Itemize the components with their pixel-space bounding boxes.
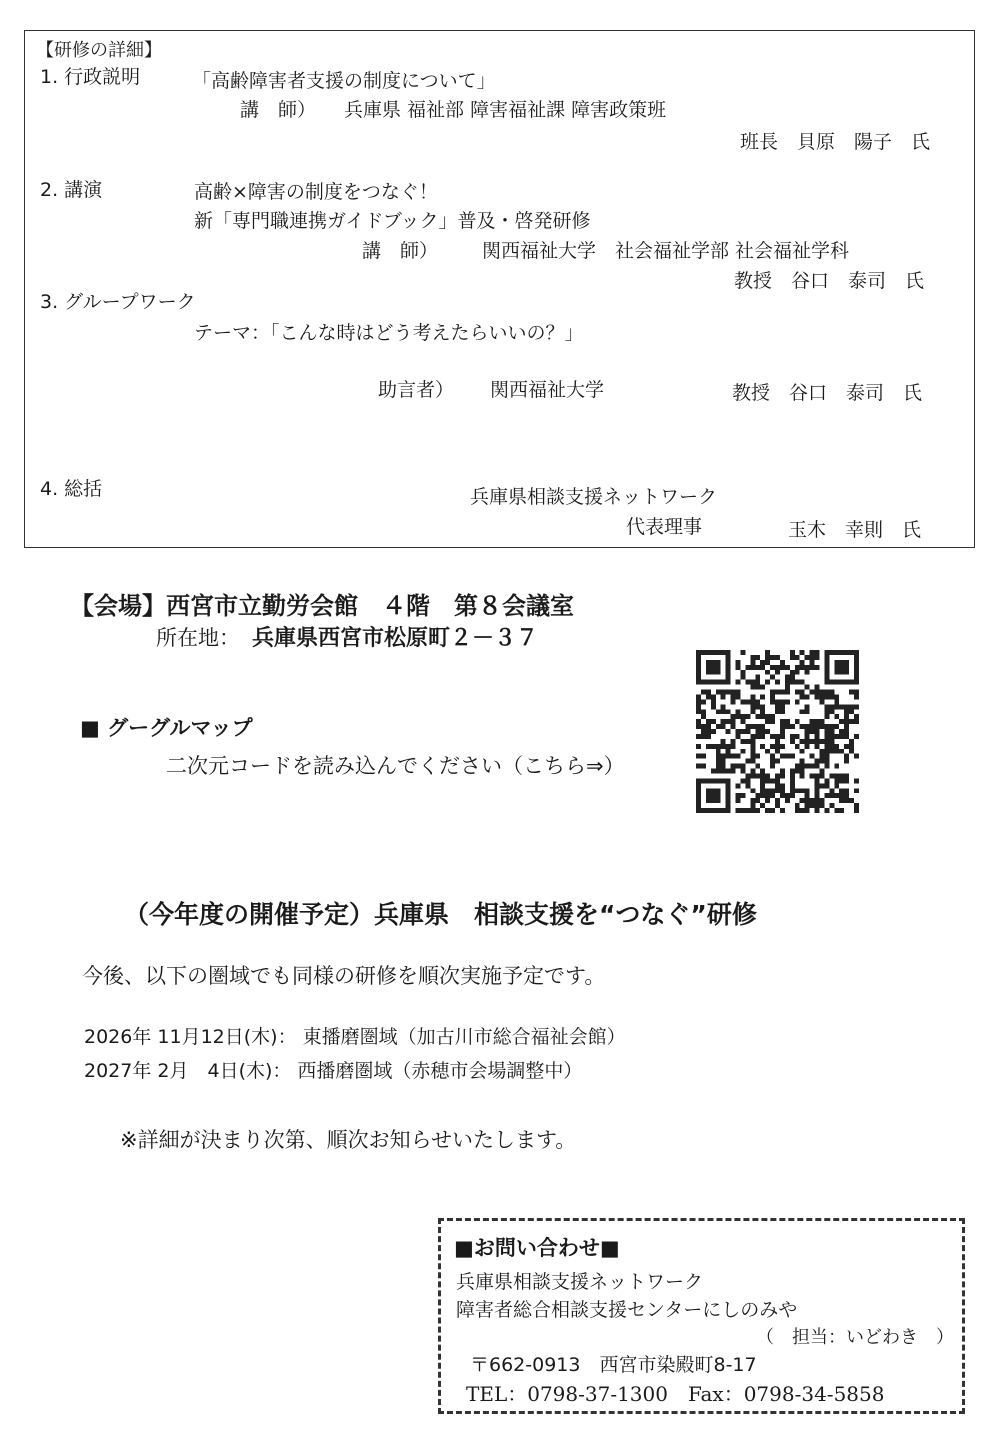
item4-name: 玉木 幸則 氏 (788, 519, 922, 541)
schedule-entry-2 (84, 1056, 582, 1083)
schedule-entry-date: 2027年 2月 4日(木)： (84, 1060, 292, 1082)
contact-person: （ 担当：いどわき ） (756, 1327, 954, 1348)
item3-advisor-org: 関西福祉大学 (490, 379, 605, 401)
item2-title-line2: 新「専門職連携ガイドブック」普及・啓発研修 (194, 210, 591, 232)
map-instruction: 二次元コードを読み込んでください（こちら⇒） (166, 754, 625, 778)
item2-lecturer-role: 講 師） (362, 240, 439, 262)
contact-phone: TEL：0798-37-1300 Fax：0798-34-5858 (466, 1382, 885, 1406)
schedule-entry-date: 2026年 11月12日(木)： (84, 1026, 297, 1048)
contact-org2: 障害者総合相談支援センターにしのみや (456, 1299, 798, 1321)
item1-lecturer-name: 班長 貝原 陽子 氏 (740, 131, 931, 153)
map-label: ■ グーグルマップ (80, 716, 253, 740)
item3-theme: テーマ：「こんな時はどう考えたらいいの？」 (194, 322, 584, 344)
item1-lecturer-org: 兵庫県 福祉部 障害福祉課 障害政策班 (344, 99, 667, 121)
item3-advisor-name: 教授 谷口 泰司 氏 (732, 382, 923, 404)
venue-label: 【会場】 (70, 592, 166, 620)
schedule-entry-place: 東播磨圏域（加古川市総合福祉会館） (302, 1026, 626, 1048)
contact-org1: 兵庫県相談支援ネットワーク (456, 1271, 704, 1293)
venue-address-line (156, 621, 538, 652)
item1-lecturer-role: 講 師） (240, 99, 317, 121)
item2-title-line1: 高齢×障害の制度をつなぐ！ (194, 181, 438, 203)
schedule-note: ※詳細が決まり次第、順次お知らせいたします。 (120, 1128, 577, 1152)
venue-name: 西宮市立勤労会館 ４階 第８会議室 (166, 592, 574, 620)
schedule-intro: 今後、以下の圏域でも同様の研修を順次実施予定です。 (82, 964, 606, 988)
item4-org: 兵庫県相談支援ネットワーク (470, 486, 718, 508)
item1-title: 「高齢障害者支援の制度について」 (192, 70, 496, 92)
item4-label: 4. 総括 (40, 478, 103, 500)
qr-code-icon[interactable] (694, 650, 861, 813)
item1-label: 1. 行政説明 (40, 66, 141, 88)
item2-lecturer-org: 関西福祉大学 社会福祉学部 社会福祉学科 (482, 240, 850, 262)
qr-code-graphic (694, 650, 861, 813)
item2-label: 2. 講演 (40, 179, 103, 201)
schedule-entry-place: 西播磨圏域（赤穂市会場調整中） (297, 1060, 583, 1082)
venue-line (70, 586, 574, 621)
item2-lecturer-name: 教授 谷口 泰司 氏 (734, 270, 925, 292)
contact-postal: 〒662-0913 西宮市染殿町8-17 (470, 1354, 757, 1376)
address-value: 兵庫県西宮市松原町２－３７ (252, 626, 539, 651)
item4-role: 代表理事 (626, 516, 703, 538)
contact-title: ■お問い合わせ■ (454, 1236, 620, 1260)
item3-label: 3. グループワーク (40, 291, 196, 313)
address-label: 所在地： (156, 626, 240, 650)
details-header: 【研修の詳細】 (36, 40, 162, 61)
schedule-entry-1 (84, 1022, 626, 1049)
schedule-title: （今年度の開催予定）兵庫県 相談支援を“つなぐ”研修 (124, 900, 757, 929)
item3-advisor-role: 助言者） (378, 379, 455, 401)
